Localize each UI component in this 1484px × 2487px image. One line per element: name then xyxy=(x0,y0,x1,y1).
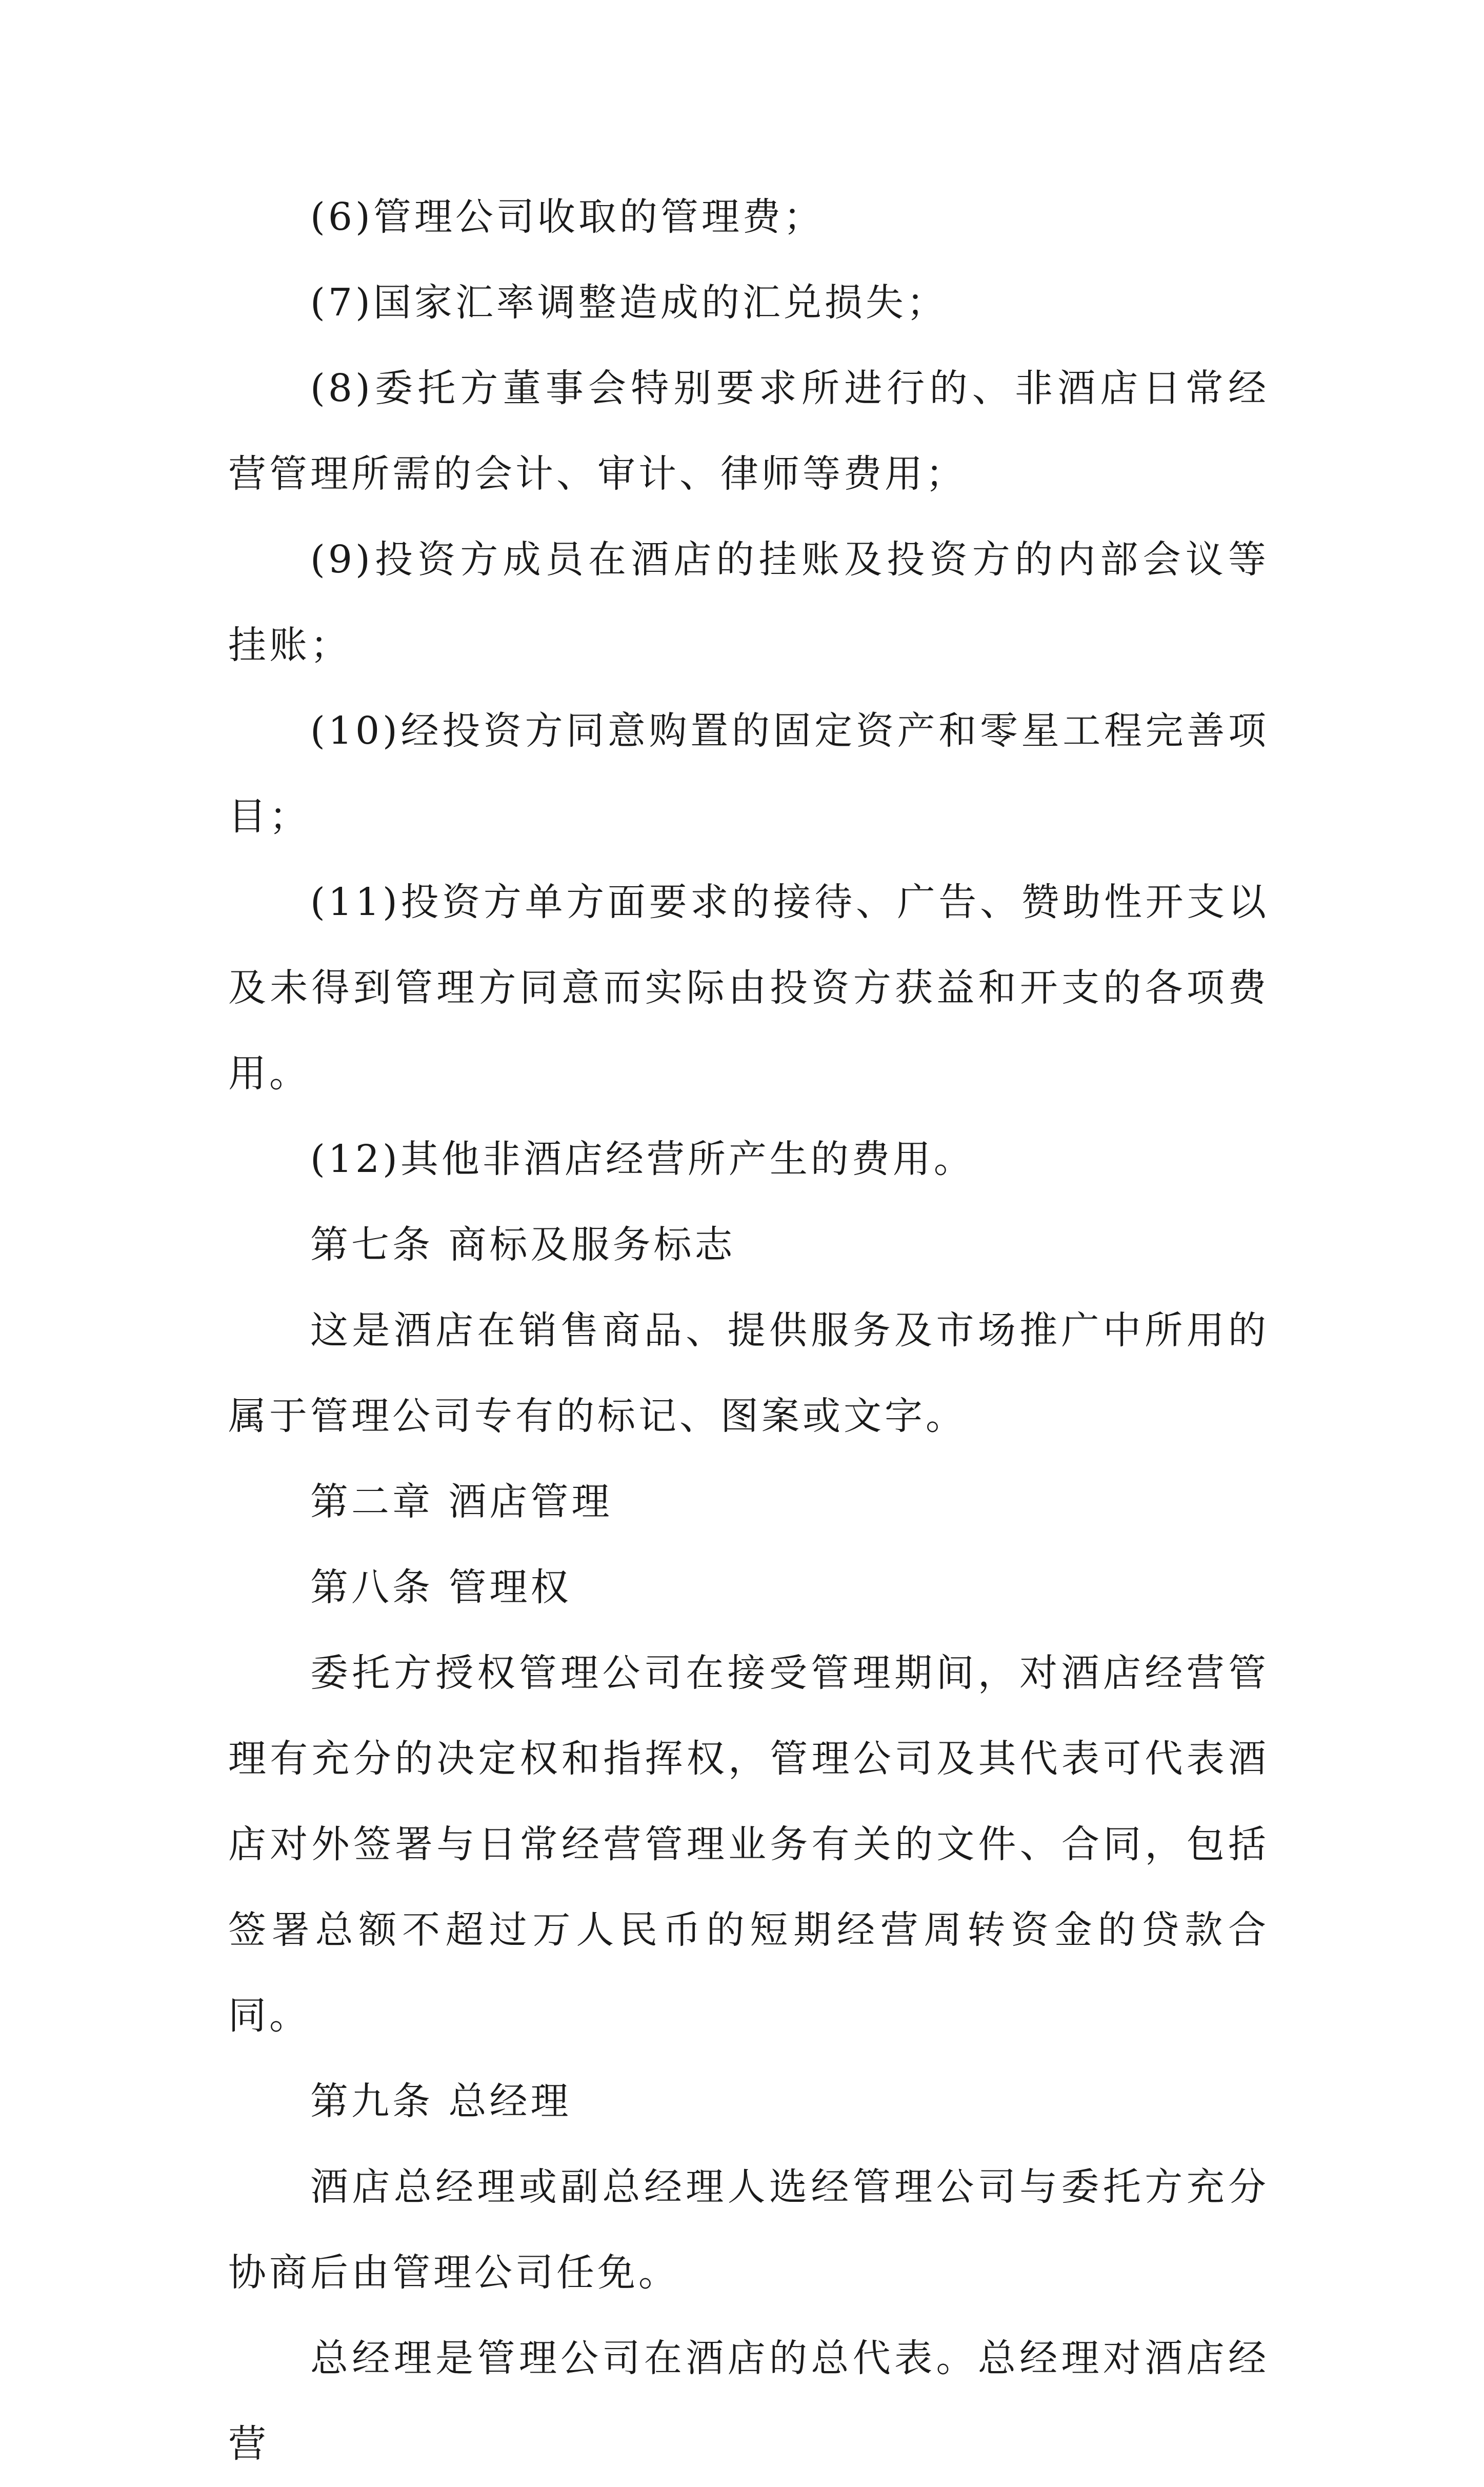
article-9-heading: 第九条 总经理 xyxy=(310,2079,572,2123)
paragraph-item-9: (9)投资方成员在酒店的挂账及投资方的内部会议等挂账； xyxy=(228,538,1269,667)
article-7-body: 这是酒店在销售商品、提供服务及市场推广中所用的属于管理公司专有的标记、图案或文字。 xyxy=(228,1308,1269,1438)
article-9-body: 酒店总经理或副总经理人选经管理公司与委托方充分协商后由管理公司任免。 xyxy=(228,2165,1269,2295)
paragraph-item-6: (6)管理公司收取的管理费； xyxy=(310,195,825,239)
document-body xyxy=(228,174,1269,2487)
paragraph-item-10: (10)经投资方同意购置的固定资产和零星工程完善项目； xyxy=(228,709,1269,839)
article-8-heading: 第八条 管理权 xyxy=(310,1565,572,1609)
article-8-body: 委托方授权管理公司在接受管理期间，对酒店经营管理有充分的决定权和指挥权，管理公司及其代表可代表酒店对外签署与日常经营管理业务有关的文件、合同，包括签署总额不超过万人民币的短期经营周转资金的贷款合同。 xyxy=(228,1651,1269,2038)
chapter-2-heading: 第二章 酒店管理 xyxy=(310,1480,613,1524)
paragraph-item-11: (11)投资方单方面要求的接待、广告、赞助性开支以及未得到管理方同意而实际由投资方获益和开支的各项费用。 xyxy=(228,880,1269,1096)
paragraph-item-7: (7)国家汇率调整造成的汇兑损失； xyxy=(310,281,948,325)
paragraph-item-12: (12)其他非酒店经营所产生的费用。 xyxy=(310,1137,975,1181)
article-9-body-continued: 总经理是管理公司在酒店的总代表。总经理对酒店经营 xyxy=(228,2336,1269,2466)
article-7-heading: 第七条 商标及服务标志 xyxy=(310,1223,736,1267)
paragraph-item-8: (8)委托方董事会特别要求所进行的、非酒店日常经营管理所需的会计、审计、律师等费用； xyxy=(228,366,1269,496)
